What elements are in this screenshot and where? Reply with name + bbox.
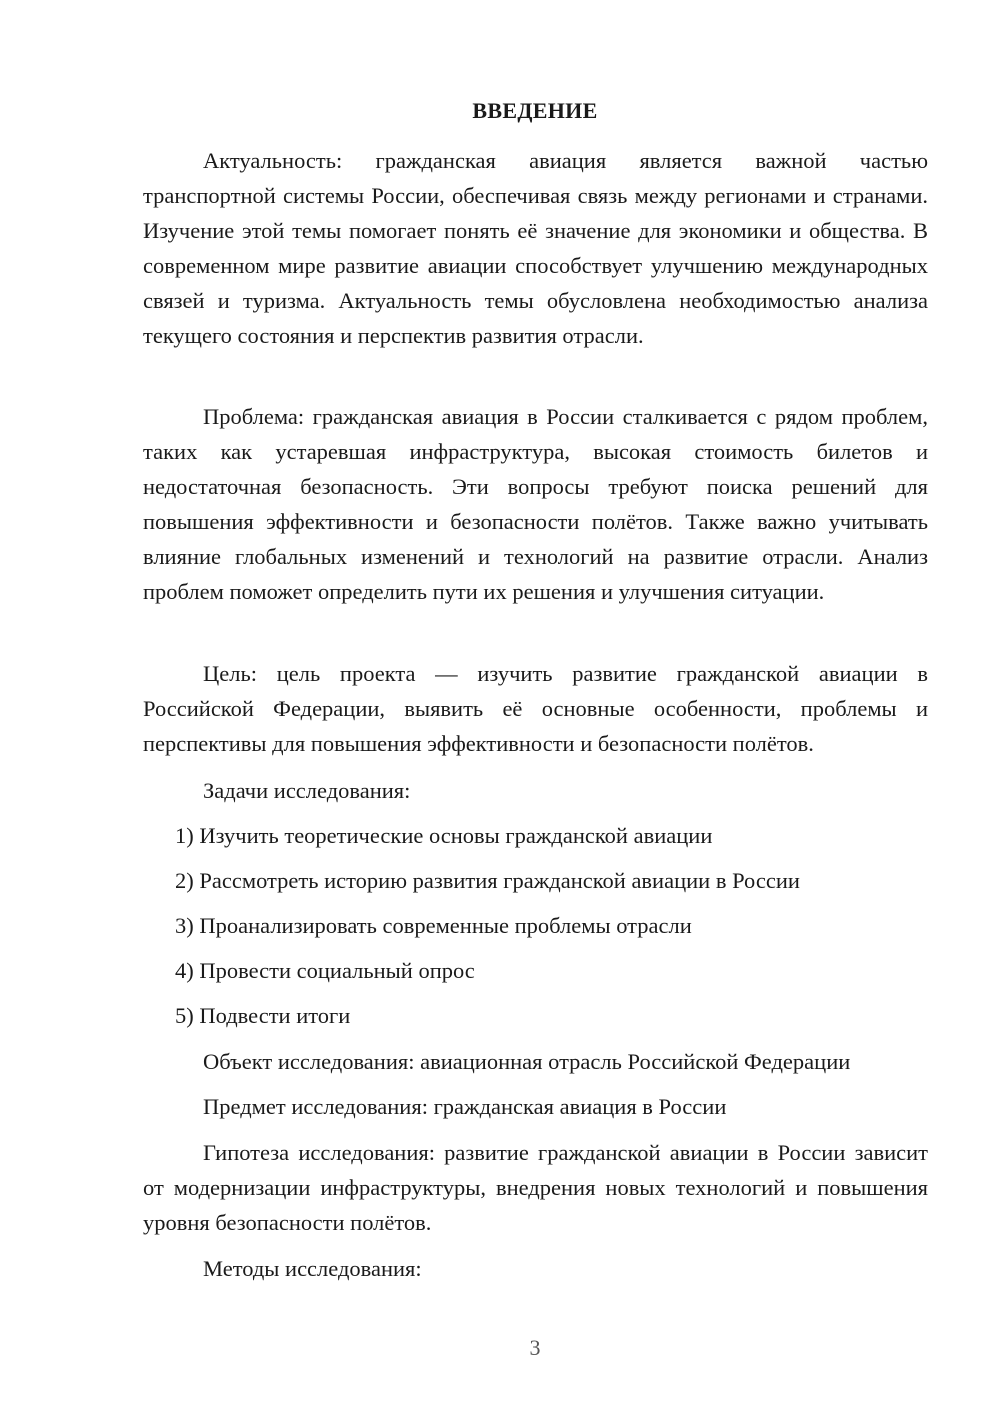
- page-number: 3: [529, 1335, 541, 1360]
- task-item: 3) Проанализировать современные проблемы отрасли: [175, 913, 692, 938]
- task-item: 1) Изучить теоретические основы гражданской авиации: [175, 823, 713, 848]
- methods-paragraph: Методы исследования:: [203, 1256, 422, 1281]
- object-paragraph: Объект исследования: авиационная отрасль Российской Федерации: [203, 1049, 851, 1074]
- section-heading: ВВЕДЕНИЕ: [472, 98, 598, 123]
- subject-paragraph: Предмет исследования: гражданская авиация в России: [203, 1094, 727, 1119]
- task-item: 5) Подвести итоги: [175, 1003, 351, 1028]
- relevance-paragraph: Актуальность: гражданская авиация является важной частью транспортной системы России, обеспечивая связь между регионами и странами. Изучение этой темы помогает понять её значение для экономики и общества. В современном мире развитие авиации способствует улучшению международных связей и туризма. Актуальность темы обусловлена необходимостью анализа текущего состояния и перспектив развития отрасли.: [143, 148, 928, 348]
- problem-paragraph: Проблема: гражданская авиация в России сталкивается с рядом проблем, таких как устаревшая инфраструктура, высокая стоимость билетов и недостаточная безопасность. Эти вопросы требуют поиска решений для повышения эффективности и безопасности полётов. Также важно учитывать влияние глобальных изменений и технологий на развитие отрасли. Анализ проблем поможет определить пути их решения и улучшения ситуации.: [143, 404, 928, 604]
- goal-paragraph: Цель: цель проекта — изучить развитие гражданской авиации в Российской Федерации, выявить её основные особенности, проблемы и перспективы для повышения эффективности и безопасности полётов.: [143, 661, 928, 756]
- task-item: 4) Провести социальный опрос: [175, 958, 475, 983]
- hypothesis-paragraph: Гипотеза исследования: развитие гражданской авиации в России зависит от модернизации инфраструктуры, внедрения новых технологий и повышения уровня безопасности полётов.: [143, 1140, 928, 1235]
- tasks-heading: Задачи исследования:: [203, 778, 411, 803]
- task-item: 2) Рассмотреть историю развития гражданской авиации в России: [175, 868, 800, 893]
